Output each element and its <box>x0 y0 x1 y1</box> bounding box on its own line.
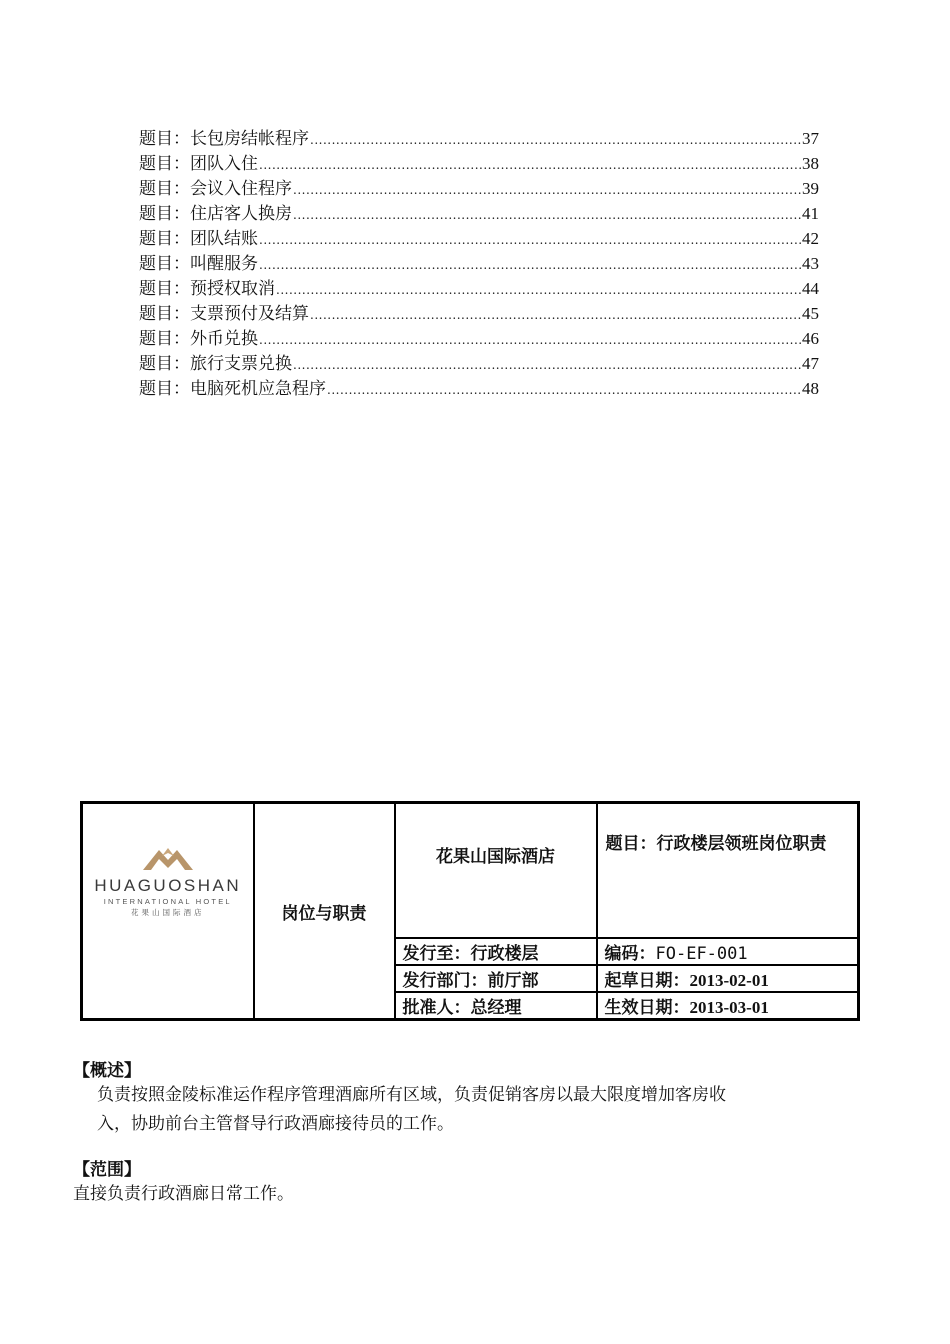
toc-leader-dots <box>293 203 801 228</box>
toc-entry[interactable] <box>139 301 819 326</box>
scope-body: 直接负责行政酒廊日常工作。 <box>73 1184 294 1204</box>
toc-entry-title: 题目：叫醒服务 <box>139 254 258 274</box>
overview-section <box>73 1056 726 1139</box>
toc-leader-dots <box>276 278 801 303</box>
overview-line-2: 入，协助前台主管督导行政酒廊接待员的工作。 <box>97 1114 454 1134</box>
effective-date-cell <box>597 992 859 1020</box>
issued-to-value: 行政楼层 <box>470 943 539 964</box>
toc-entry[interactable] <box>139 176 819 201</box>
toc-entry[interactable] <box>139 276 819 301</box>
mountain-logo-icon <box>141 844 195 872</box>
toc-entry-page: 44 <box>802 279 819 298</box>
toc-entry[interactable] <box>139 226 819 251</box>
doc-title: 题目：行政楼层领班岗位职责 <box>605 834 827 854</box>
code-value: FO-EF-001 <box>655 943 748 964</box>
issued-to-cell <box>395 938 597 965</box>
code-cell <box>597 938 859 965</box>
toc-leader-dots <box>310 128 801 153</box>
issued-to-label: 发行至： <box>402 943 471 964</box>
toc-entry-title: 题目：预授权取消 <box>139 279 275 299</box>
dept-cell <box>395 965 597 992</box>
toc-leader-dots <box>310 303 801 328</box>
toc-leader-dots <box>259 153 801 178</box>
logo-chinese-name: 花果山国际酒店 <box>131 907 205 917</box>
toc-entry-page: 43 <box>802 254 819 273</box>
toc-entry-title: 题目：外币兑换 <box>139 329 258 349</box>
toc-leader-dots <box>259 253 801 278</box>
effective-date-label: 生效日期： <box>604 997 690 1018</box>
approver-label: 批准人： <box>402 997 471 1018</box>
category-cell <box>254 803 395 1020</box>
logo-subtitle: INTERNATIONAL HOTEL <box>103 896 232 906</box>
code-label: 编码： <box>604 943 656 964</box>
doc-title-cell <box>597 803 859 938</box>
scope-heading: 【范围】 <box>73 1160 141 1180</box>
toc-entry-title: 题目：长包房结帐程序 <box>139 129 309 149</box>
hotel-logo <box>83 844 253 918</box>
toc-entry[interactable] <box>139 201 819 226</box>
approver-cell <box>395 992 597 1020</box>
toc-entry[interactable] <box>139 326 819 351</box>
toc-entry-page: 48 <box>802 379 819 398</box>
toc-entry-title: 题目：旅行支票兑换 <box>139 354 292 374</box>
logo-cell <box>82 803 254 1020</box>
toc-leader-dots <box>293 178 801 203</box>
scope-section <box>73 1155 294 1209</box>
toc-entry-page: 42 <box>802 229 819 248</box>
toc-entry-page: 38 <box>802 154 819 173</box>
effective-date-value: 2013-03-01 <box>689 997 769 1017</box>
toc-entry-page: 39 <box>802 179 819 198</box>
toc-entry[interactable] <box>139 376 819 401</box>
dept-value: 前厅部 <box>487 970 539 991</box>
toc-leader-dots <box>259 328 801 353</box>
approver-value: 总经理 <box>470 997 522 1018</box>
table-of-contents <box>139 126 819 401</box>
toc-entry-title: 题目：电脑死机应急程序 <box>139 379 326 399</box>
hotel-name-cell <box>395 803 597 938</box>
toc-leader-dots <box>259 228 801 253</box>
draft-date-value: 2013-02-01 <box>689 970 769 990</box>
category-label: 岗位与职责 <box>281 903 367 924</box>
toc-entry-title: 题目：团队入住 <box>139 154 258 174</box>
draft-date-label: 起草日期： <box>604 970 690 991</box>
toc-entry-page: 47 <box>802 354 819 373</box>
document-header-table <box>80 801 860 1021</box>
toc-entry[interactable] <box>139 151 819 176</box>
dept-label: 发行部门： <box>402 970 488 991</box>
toc-entry-page: 41 <box>802 204 819 223</box>
toc-entry[interactable] <box>139 251 819 276</box>
logo-name: HUAGUOSHAN <box>94 875 242 895</box>
hotel-name: 花果山国际酒店 <box>436 847 555 868</box>
toc-entry-title: 题目：团队结账 <box>139 229 258 249</box>
toc-entry-page: 46 <box>802 329 819 348</box>
overview-heading: 【概述】 <box>73 1061 141 1081</box>
draft-date-cell <box>597 965 859 992</box>
toc-entry-title: 题目：住店客人换房 <box>139 204 292 224</box>
toc-entry-title: 题目：支票预付及结算 <box>139 304 309 324</box>
toc-leader-dots <box>293 353 801 378</box>
overview-line-1: 负责按照金陵标准运作程序管理酒廊所有区域，负责促销客房以最大限度增加客房收 <box>97 1085 726 1105</box>
toc-entry[interactable] <box>139 126 819 151</box>
toc-entry-page: 37 <box>802 129 819 148</box>
toc-entry-title: 题目：会议入住程序 <box>139 179 292 199</box>
toc-entry-page: 45 <box>802 304 819 323</box>
toc-leader-dots <box>327 378 801 403</box>
toc-entry[interactable] <box>139 351 819 376</box>
